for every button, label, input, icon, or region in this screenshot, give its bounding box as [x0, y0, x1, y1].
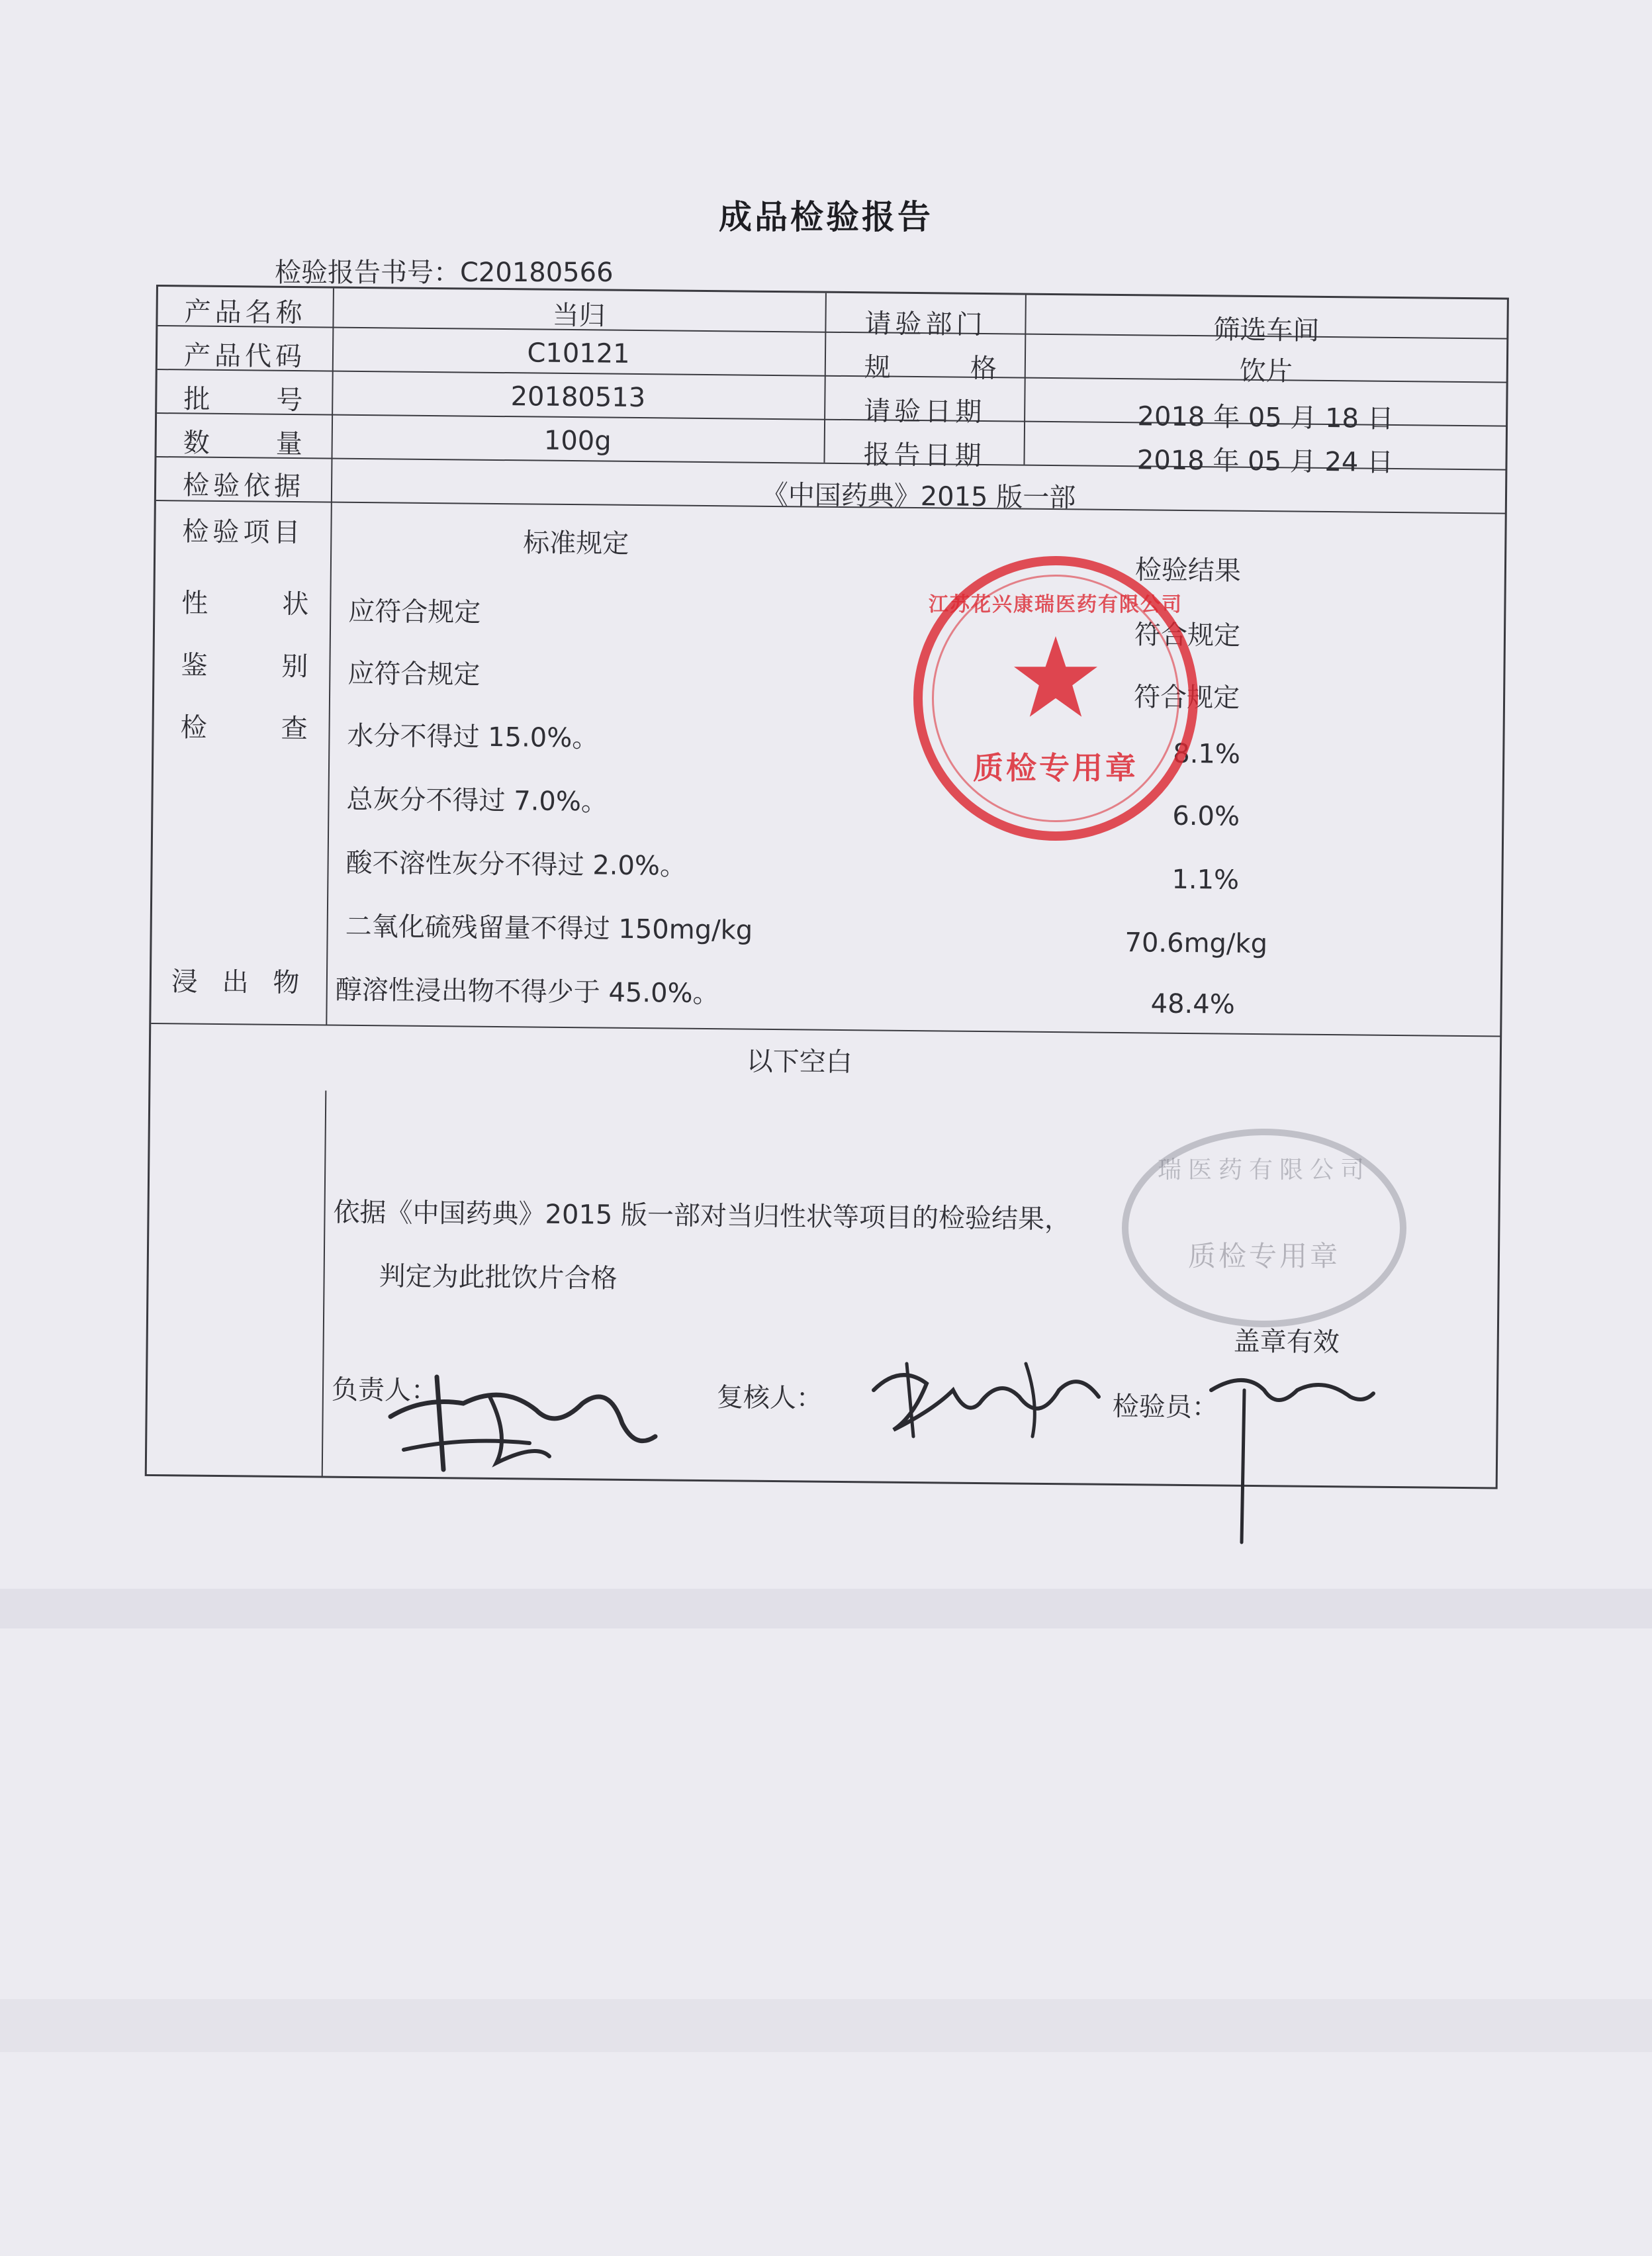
conclusion-line: 判定为此批饮片合格	[379, 1261, 618, 1294]
seal-center-text: 质检专用章	[1187, 1240, 1340, 1272]
info-label: 产品代码	[183, 340, 306, 373]
test-standard: 酸不溶性灰分不得过 2.0%。	[345, 847, 687, 882]
official-seal-grey	[1122, 1129, 1406, 1327]
official-seal-red	[913, 556, 1198, 841]
test-standard: 总灰分不得过 7.0%。	[346, 784, 608, 818]
signature-inspector	[1205, 1364, 1377, 1549]
seal-center-text: 质检专用章	[973, 750, 1138, 786]
info-value: 2018 年 05 月 24 日	[1136, 445, 1394, 478]
info-value: 20180513	[510, 381, 646, 414]
info-label: 报告日期	[863, 440, 986, 472]
report-number: 检验报告书号：C20180566	[275, 258, 614, 288]
reviewer-label: 复核人：	[716, 1382, 823, 1414]
info-label: 请验日期	[863, 396, 986, 428]
header-item: 检验项目	[182, 516, 304, 549]
info-value: 当归	[552, 300, 606, 332]
test-standard: 二氧化硫残留量不得过 150mg/kg	[345, 911, 753, 946]
test-standard: 应符合规定	[347, 658, 481, 690]
seal-ring-text: 江苏花兴康瑞医药有限公司	[929, 593, 1183, 616]
test-result: 70.6mg/kg	[1124, 927, 1268, 960]
page-title: 成品检验报告	[719, 198, 933, 236]
test-item: 检 查	[180, 712, 332, 745]
header-standard: 标准规定	[523, 528, 629, 559]
seal-ring-text: 瑞医药有限公司	[1157, 1156, 1371, 1184]
star-icon	[1009, 632, 1102, 724]
seal-note: 盖章有效	[1233, 1326, 1340, 1358]
test-result: 符合规定	[1134, 620, 1241, 651]
info-value: 100g	[543, 425, 612, 457]
info-label: 请验部门	[864, 308, 987, 341]
inspector-label: 检验员：	[1112, 1391, 1219, 1423]
info-value: 筛选车间	[1213, 314, 1320, 346]
scan-band	[0, 1999, 1652, 2052]
test-result: 符合规定	[1133, 682, 1240, 714]
test-result: 1.1%	[1171, 864, 1240, 896]
test-standard: 水分不得过 15.0%。	[347, 720, 599, 754]
signature-reviewer	[867, 1350, 1105, 1443]
info-label: 产品名称	[184, 297, 306, 329]
test-item: 浸 出 物	[171, 966, 308, 999]
test-standard: 醇溶性浸出物不得少于 45.0%。	[335, 974, 719, 1010]
info-value: 2018 年 05 月 18 日	[1137, 401, 1394, 434]
basis-label: 检验依据	[182, 470, 305, 502]
basis-value: 《中国药典》2015 版一部	[761, 479, 1076, 514]
info-value: 饮片	[1239, 355, 1293, 387]
header-result: 检验结果	[1134, 555, 1242, 587]
scan-band	[0, 1589, 1652, 1628]
blank-note: 以下空白	[746, 1046, 852, 1078]
info-label: 批 号	[183, 384, 323, 416]
test-item: 鉴 别	[181, 650, 332, 682]
signature-responsible	[384, 1357, 662, 1476]
info-label: 数 量	[183, 428, 322, 460]
info-label: 规 格	[864, 352, 1024, 385]
test-result: 6.0%	[1172, 800, 1240, 832]
responsible-label: 负责人：	[331, 1374, 438, 1407]
conclusion-line: 依据《中国药典》2015 版一部对当归性状等项目的检验结果，	[333, 1197, 1072, 1235]
test-standard: 应符合规定	[348, 596, 481, 628]
info-value: C10121	[527, 338, 630, 369]
test-result: 8.1%	[1173, 738, 1241, 770]
test-item: 性 状	[181, 588, 333, 620]
test-result: 48.4%	[1150, 988, 1235, 1020]
